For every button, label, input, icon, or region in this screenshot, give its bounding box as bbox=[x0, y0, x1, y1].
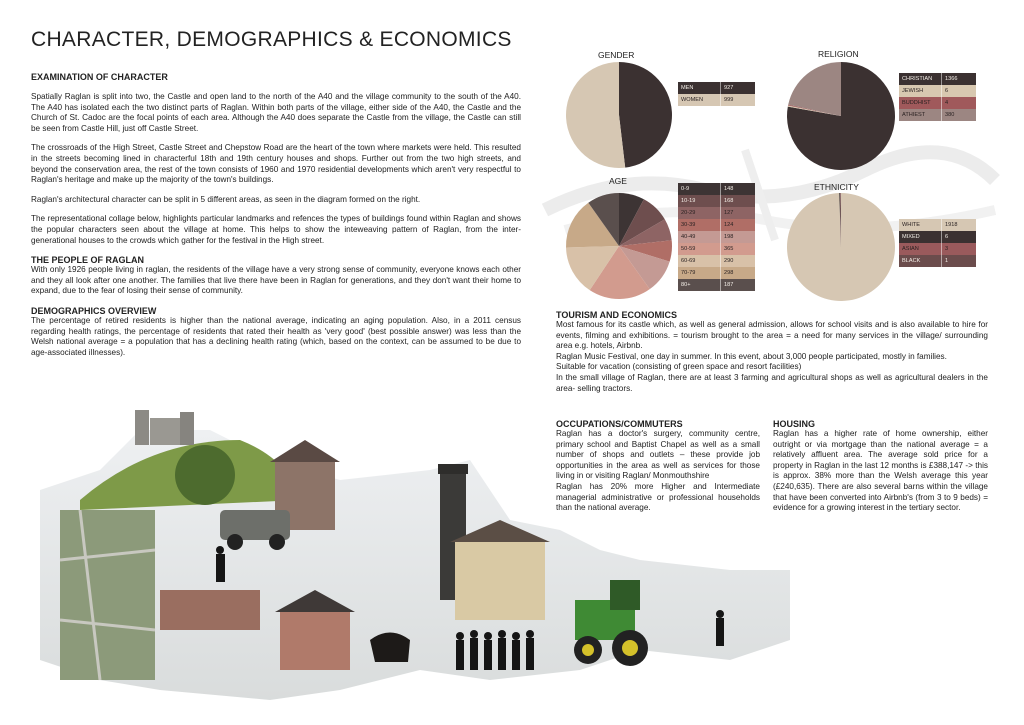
legend-row bbox=[899, 97, 976, 109]
people-text: With only 1926 people living in raglan, the residents of the village have a very strong sense of community, everyone knows each other and they all look after one another. The families that live there have been in Raglan for generations, and they don't want their home to expand, due to the fear of losing their sense of community. bbox=[31, 265, 521, 296]
legend-value: 168 bbox=[721, 195, 756, 207]
legend-value: 298 bbox=[721, 267, 756, 279]
legend-value: 1366 bbox=[942, 73, 977, 85]
legend-row bbox=[899, 85, 976, 97]
legend-value: 1918 bbox=[942, 219, 977, 231]
legend-row bbox=[899, 231, 976, 243]
ethnicity-legend bbox=[899, 219, 976, 267]
character-paragraph-1: Spatially Raglan is split into two, the Castle and open land to the north of the A40 and the village community to the south of the A40. The A40 has isolated each the two distinct parts of Raglan. Within both parts of the village, either side of the A40, the Castle and the Church of St. Cadoc are the focal points of each area. Although the A40 does separate the Castle from the village, the Castle can still be seen from Castle Hill, just off Castle Street. bbox=[31, 92, 521, 133]
legend-row bbox=[678, 231, 755, 243]
legend-value: 6 bbox=[942, 231, 977, 243]
demographics-heading: DEMOGRAPHICS OVERVIEW bbox=[31, 305, 157, 316]
legend-label: 20-29 bbox=[681, 210, 696, 216]
ethnicity-pie-chart bbox=[787, 193, 895, 301]
page-title: CHARACTER, DEMOGRAPHICS & ECONOMICS bbox=[31, 28, 512, 51]
legend-label: WOMEN bbox=[681, 97, 704, 103]
tourism-heading: TOURISM AND ECONOMICS bbox=[556, 310, 678, 320]
legend-value: 124 bbox=[721, 219, 756, 231]
legend-value: 6 bbox=[942, 85, 977, 97]
legend-row bbox=[678, 255, 755, 267]
legend-label: JEWISH bbox=[902, 88, 924, 94]
occupations-text-1: Raglan has a doctor's surgery, community centre, primary school and Baptist Chapel as well as a small number of shops and outlets – these provide job opportunities in the area as well as services for those living in or visiting Raglan/ Monmouthshire bbox=[556, 429, 760, 481]
legend-label: MEN bbox=[681, 85, 694, 91]
tourism-line-2: Raglan Music Festival, one day in summer. In this event, about 3,000 people participated, mostly in families. bbox=[556, 351, 947, 361]
legend-value: 290 bbox=[721, 255, 756, 267]
legend-label: 50-59 bbox=[681, 246, 696, 252]
legend-row bbox=[678, 183, 755, 195]
gender-chart-title: GENDER bbox=[598, 50, 635, 60]
legend-value: 365 bbox=[721, 243, 756, 255]
age-chart-title: AGE bbox=[609, 176, 627, 186]
legend-value: 380 bbox=[942, 109, 977, 121]
legend-label: 10-19 bbox=[681, 198, 696, 204]
legend-value: 999 bbox=[721, 94, 756, 106]
legend-label: 70-79 bbox=[681, 270, 696, 276]
religion-legend bbox=[899, 73, 976, 121]
legend-row bbox=[678, 82, 755, 94]
legend-value: 198 bbox=[721, 231, 756, 243]
legend-label: BLACK bbox=[902, 258, 921, 264]
demographics-text: The percentage of retired residents is higher than the national average, indicating an aging population. Also, in a 2011 census regarding health ratings, the percentage of residents that rated their health as 'very good' (best possible answer) was less than the Welsh national average = a population that has a declining health rating (which, based on the context, can be assumed to be due to age-associated illnesses). bbox=[31, 315, 521, 357]
legend-row bbox=[899, 109, 976, 121]
tourism-line-1: Most famous for its castle which, as well as general admission, allows for school visits and is also available to hire for events, filming and exhibitions. = tourism brought to the area = a need for many services in the village/ surrounding area e.g. hotels, Airbnb. bbox=[556, 320, 988, 351]
character-paragraph-3: Raglan's architectural character can be split in 5 different areas, as seen in the diagram formed on the right. bbox=[31, 194, 421, 204]
gender-pie-chart bbox=[566, 62, 672, 168]
legend-label: ASIAN bbox=[902, 246, 919, 252]
pie-slice-men bbox=[619, 62, 672, 168]
ethnicity-chart-title: ETHNICITY bbox=[814, 182, 859, 192]
character-heading: EXAMINATION OF CHARACTER bbox=[31, 72, 168, 82]
legend-row bbox=[899, 73, 976, 85]
legend-value: 187 bbox=[721, 279, 756, 291]
religion-chart-title: RELIGION bbox=[818, 49, 859, 59]
legend-value: 127 bbox=[721, 207, 756, 219]
legend-value: 1 bbox=[942, 255, 977, 267]
legend-row bbox=[678, 267, 755, 279]
legend-label: WHITE bbox=[902, 222, 921, 228]
legend-label: 30-39 bbox=[681, 222, 696, 228]
character-paragraph-2: The crossroads of the High Street, Castle Street and Chepstow Road are the heart of the town where markets were held. This resulted in the streets becoming lined in characterful 18th and 19th century houses and shops. Further out from the two high streets, and beyond the conservation area, the rest of the town consists of 1960 and 1970 residential developments which aren't very respectful to Raglan's heritage and make up the majority of the town's buildings. bbox=[31, 143, 521, 185]
village-collage-image bbox=[40, 400, 790, 700]
occupations-heading: OCCUPATIONS/COMMUTERS bbox=[556, 419, 683, 429]
legend-value: 3 bbox=[942, 243, 977, 255]
legend-label: 0-9 bbox=[681, 186, 690, 192]
age-legend bbox=[678, 183, 755, 291]
legend-row bbox=[678, 195, 755, 207]
legend-label: 40-49 bbox=[681, 234, 696, 240]
legend-row bbox=[899, 219, 976, 231]
legend-row bbox=[899, 243, 976, 255]
housing-heading: HOUSING bbox=[773, 419, 816, 429]
character-paragraph-4: The representational collage below, highlights particular landmarks and refences the types of buildings found within Raglan and shows the popular characters seen about the village at home. This helps to show the inteweaving pattern of Raglan, from the inter-generational houses to the crowds which gather for the festival in the High street. bbox=[31, 214, 521, 245]
age-pie-chart bbox=[566, 193, 672, 299]
tourism-section bbox=[556, 310, 988, 394]
pie-slice-women bbox=[566, 62, 625, 168]
legend-value: 148 bbox=[721, 183, 756, 195]
legend-row bbox=[678, 94, 755, 106]
legend-label: 80+ bbox=[681, 282, 691, 288]
legend-row bbox=[899, 255, 976, 267]
legend-value: 927 bbox=[721, 82, 756, 94]
occupations-text-2: Raglan has 20% more Higher and Intermediate managerial administrative or professional households than the national average. bbox=[556, 481, 760, 513]
legend-value: 4 bbox=[942, 97, 977, 109]
legend-row bbox=[678, 243, 755, 255]
left-column bbox=[31, 72, 521, 358]
legend-label: ATHIEST bbox=[902, 112, 926, 118]
legend-label: MIXED bbox=[902, 234, 920, 240]
legend-label: CHRISTIAN bbox=[902, 76, 933, 82]
legend-row bbox=[678, 207, 755, 219]
legend-row bbox=[678, 279, 755, 291]
legend-label: 60-69 bbox=[681, 258, 696, 264]
legend-label: BUDDHIST bbox=[902, 100, 931, 106]
gender-legend bbox=[678, 82, 755, 106]
tourism-line-3: Suitable for vacation (consisting of green space and resort facilities) bbox=[556, 362, 802, 372]
religion-pie-chart bbox=[787, 62, 895, 170]
housing-text: Raglan has a higher rate of home ownership, either outright or via mortgage than the national average = a relatively affluent area. The average sold price for a property in Raglan in the last 12 months is £388,147 -> this is approx. 38% more than the Welsh average this year (£240,635). There are also several barns within the village that have been converted into Airbnb's (from 3 to 9 beds) = evidence for a growing interest in the tertiary sector. bbox=[773, 429, 988, 513]
people-heading: THE PEOPLE OF RAGLAN bbox=[31, 255, 145, 266]
tourism-line-4: In the small village of Raglan, there are at least 3 farming and agricultural shops as well as agricultural dealers in the area- selling tractors. bbox=[556, 372, 988, 393]
housing-section bbox=[773, 419, 988, 514]
legend-row bbox=[678, 219, 755, 231]
